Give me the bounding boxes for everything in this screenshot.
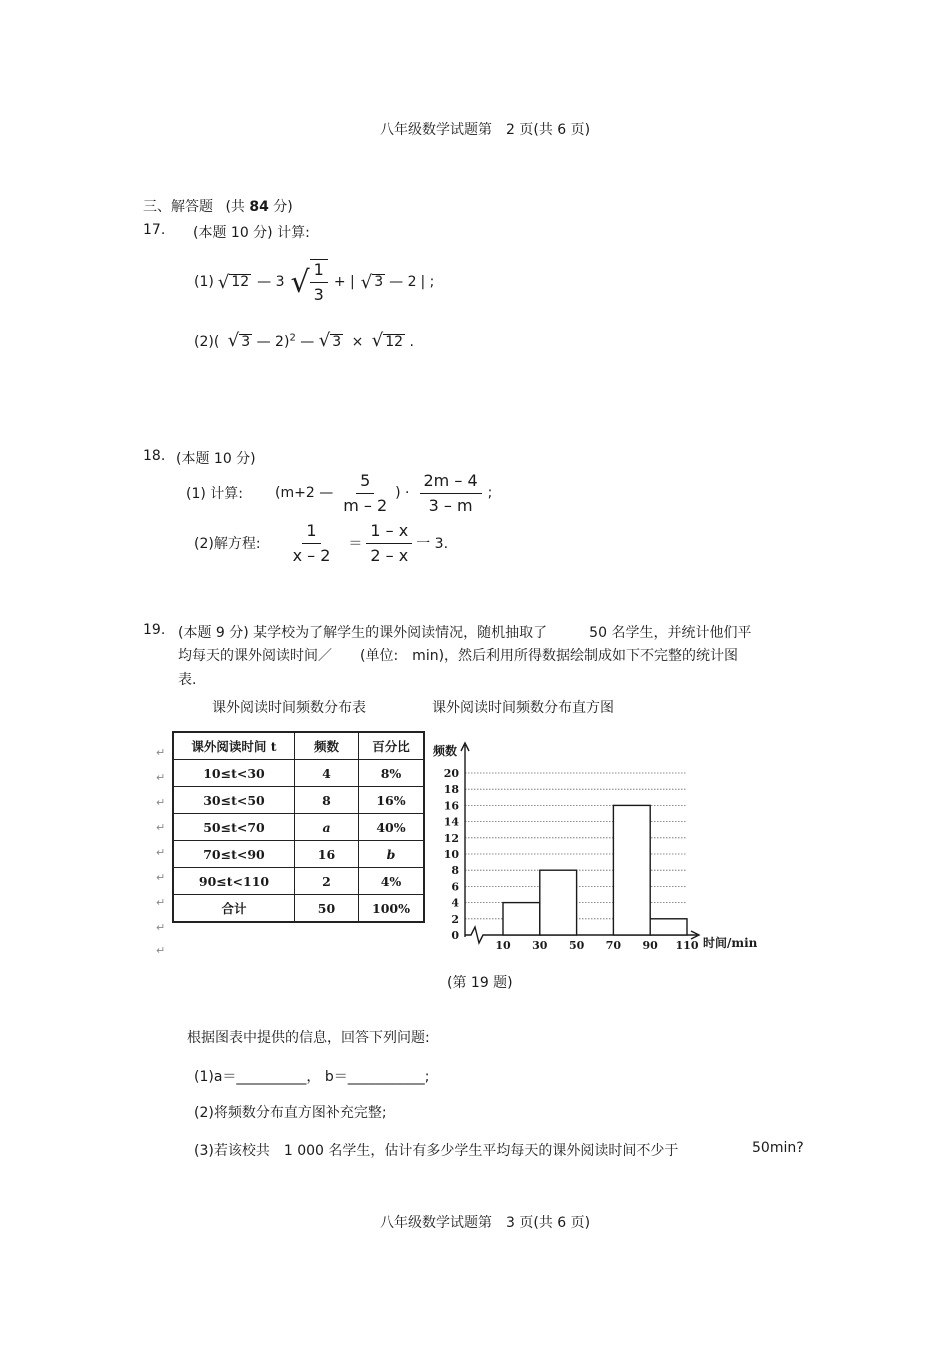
q19-line3: 表. [178,672,197,688]
radical-sign: √ [371,330,384,351]
plus-sign: + | [333,274,355,290]
y-tick-label: 6 [451,880,459,894]
table-cell: b [359,841,425,868]
table-row [173,787,424,814]
q18-part1-mid: ) · [395,485,410,501]
q19-sub1: (1)a＝__________， b＝___________; [194,1069,430,1085]
q17-part2-end: . [409,334,414,350]
table-cell: 30≤t<50 [173,787,295,814]
y-tick-label: 12 [443,831,459,845]
frac-denominator: m – 2 [343,495,388,515]
frac-2m-4-over-3-m [420,471,482,516]
table-row [173,814,424,841]
frac-denominator: 2 – x [370,545,409,565]
chart-y-ticks [444,767,460,942]
return-mark: ↵ [156,771,166,784]
table-cell: 50≤t<70 [173,814,295,841]
histogram-bar [503,903,540,935]
minus-2-close: — 2) [256,334,290,350]
return-mark: ↵ [156,944,166,957]
x-tick-label: 30 [532,939,548,952]
table-title: 课外阅读时间频数分布表 [212,700,366,716]
radical-sign: √ [217,271,230,293]
y-tick-label: 4 [451,896,459,910]
table-cell: 4% [359,868,425,895]
q17-part2-label: (2)( [194,334,220,350]
q18-part1-label: (1) 计算: [186,486,243,502]
return-mark: ↵ [156,871,166,884]
q19-prompt: 根据图表中提供的信息，回答下列问题: [187,1030,430,1046]
equals-sign: ＝ [348,536,363,552]
frac-1-x-over-2-x [366,521,412,566]
chart-title: 课外阅读时间频数分布直方图 [432,700,614,716]
q18-part2-end: 一 3. [416,536,449,552]
table-cell: 50 [295,895,359,923]
section-title [143,196,293,216]
table-row [173,841,424,868]
table-header: 课外阅读时间 t [173,732,295,760]
q17-part1 [194,257,434,307]
frac-denominator: x – 2 [292,545,331,565]
frac-5-over-m-2 [339,471,391,516]
table-cell: 2 [295,868,359,895]
histogram-bar [650,919,687,935]
q18-part1 [186,468,492,518]
y-tick-label: 18 [443,783,459,797]
q18-number: 18. [143,448,166,464]
frac-1-3: $\frac{1}{3}$ [310,259,328,305]
table-cell: 40% [359,814,425,841]
frac-numerator: 2m – 4 [420,471,482,494]
table-row [173,760,424,787]
sqrt-3: 3 [374,273,384,290]
radical-sign: √ [360,271,373,293]
sqrt-12: 12 [231,273,250,290]
q19-line2: 均每天的课外阅读时间／ (单位: min)，然后利用所得数据绘制成如下不完整的统计图 [178,648,739,664]
y-tick-label: 8 [451,864,459,878]
section-total-num: 84 [249,199,269,215]
q17-part1-label: (1) [194,274,214,290]
radical-sign: √ [290,264,310,300]
return-mark: ↵ [156,796,166,809]
sqrt-3: 3 [241,334,251,350]
frac-1-over-x-2 [289,521,335,566]
radical-sign: √ [227,330,240,351]
q19-sub3-start: (3)若该校共 1 000 名学生，估计有多少学生平均每天的课外阅读时间不少于 [194,1143,679,1159]
q19-sub3-end: 50min? [752,1140,804,1156]
table-cell: 10≤t<30 [173,760,295,787]
histogram-bar [613,805,650,935]
table-cell: 16% [359,787,425,814]
page-footer: 八年级数学试题第 3 页(共 6 页) [380,1215,591,1231]
q17-part2 [194,330,414,351]
q17-part1-end: | ; [420,274,435,290]
table-header-row [173,732,424,760]
table-cell: 4 [295,760,359,787]
table-cell: 90≤t<110 [173,868,295,895]
x-tick-label: 50 [568,939,585,952]
return-mark: ↵ [156,821,166,834]
sqrt-12: 12 [385,334,404,350]
table-cell: 16 [295,841,359,868]
return-mark: ↵ [156,921,166,934]
y-tick-label: 20 [443,767,459,780]
section-total-prefix: (共 [225,199,250,215]
table-cell: 8 [295,787,359,814]
chart-x-ticks [495,939,698,952]
x-tick-label: 10 [495,939,511,952]
q18-part1-expr-start: (m+2 — [275,485,334,501]
figure-caption: (第 19 题) [447,975,513,991]
frac-numerator: 5 [356,471,374,494]
sqrt-3: 3 [332,334,342,350]
q18-part1-end: ; [487,485,493,501]
times-sign: × [351,334,364,350]
table-header: 频数 [295,732,359,760]
q18-part2-label: (2)解方程: [194,536,261,552]
q17-intro: (本题 10 分) 计算: [193,225,310,241]
return-mark: ↵ [156,846,166,859]
q18-intro: (本题 10 分) [176,451,256,467]
y-tick-label: 10 [443,848,459,861]
minus-sign: — [300,334,315,350]
table-row [173,868,424,895]
minus-sign: — 3 [257,274,285,290]
q19-line1: (本题 9 分) 某学校为了解学生的课外阅读情况，随机抽取了 50 名学生，并统计他们平 [178,625,752,641]
q19-number: 19. [143,622,166,638]
return-mark: ↵ [156,896,166,909]
page-header: 八年级数学试题第 2 页(共 6 页) [380,122,591,138]
minus-2: — 2 [389,274,417,290]
return-mark: ↵ [156,746,166,759]
q19-sub2: (2)将频数分布直方图补充完整; [194,1105,387,1121]
table-cell: 100% [359,895,425,923]
x-tick-label: 110 [675,939,699,952]
table-cell: 8% [359,760,425,787]
frequency-table-wrap [172,731,425,923]
y-tick-label: 0 [451,929,459,942]
section-total-suffix: 分) [268,199,293,215]
q17-number: 17. [143,222,166,238]
radical-sign: √ [318,330,331,351]
y-tick-label: 2 [451,912,459,926]
x-tick-label: 90 [642,939,658,952]
q18-part2 [194,518,448,568]
frac-numerator: 1 [302,521,320,544]
frac-denominator: 3 – m [428,495,473,515]
y-axis-label: 频数 [433,744,458,758]
x-axis-label: 时间/min [703,936,758,950]
table-row [173,895,424,923]
table-cell: 合计 [173,895,295,923]
exponent-2: 2 [289,332,296,344]
table-cell: a [295,814,359,841]
histogram-bar [540,870,577,935]
table-cell: 70≤t<90 [173,841,295,868]
frac-numerator: 1 – x [366,521,412,544]
y-tick-label: 14 [443,815,459,829]
histogram-chart [425,735,765,960]
frequency-table [172,731,425,923]
y-tick-label: 16 [443,799,459,813]
section-label: 三、解答题 [143,199,213,215]
x-tick-label: 70 [605,939,622,952]
table-header: 百分比 [359,732,425,760]
